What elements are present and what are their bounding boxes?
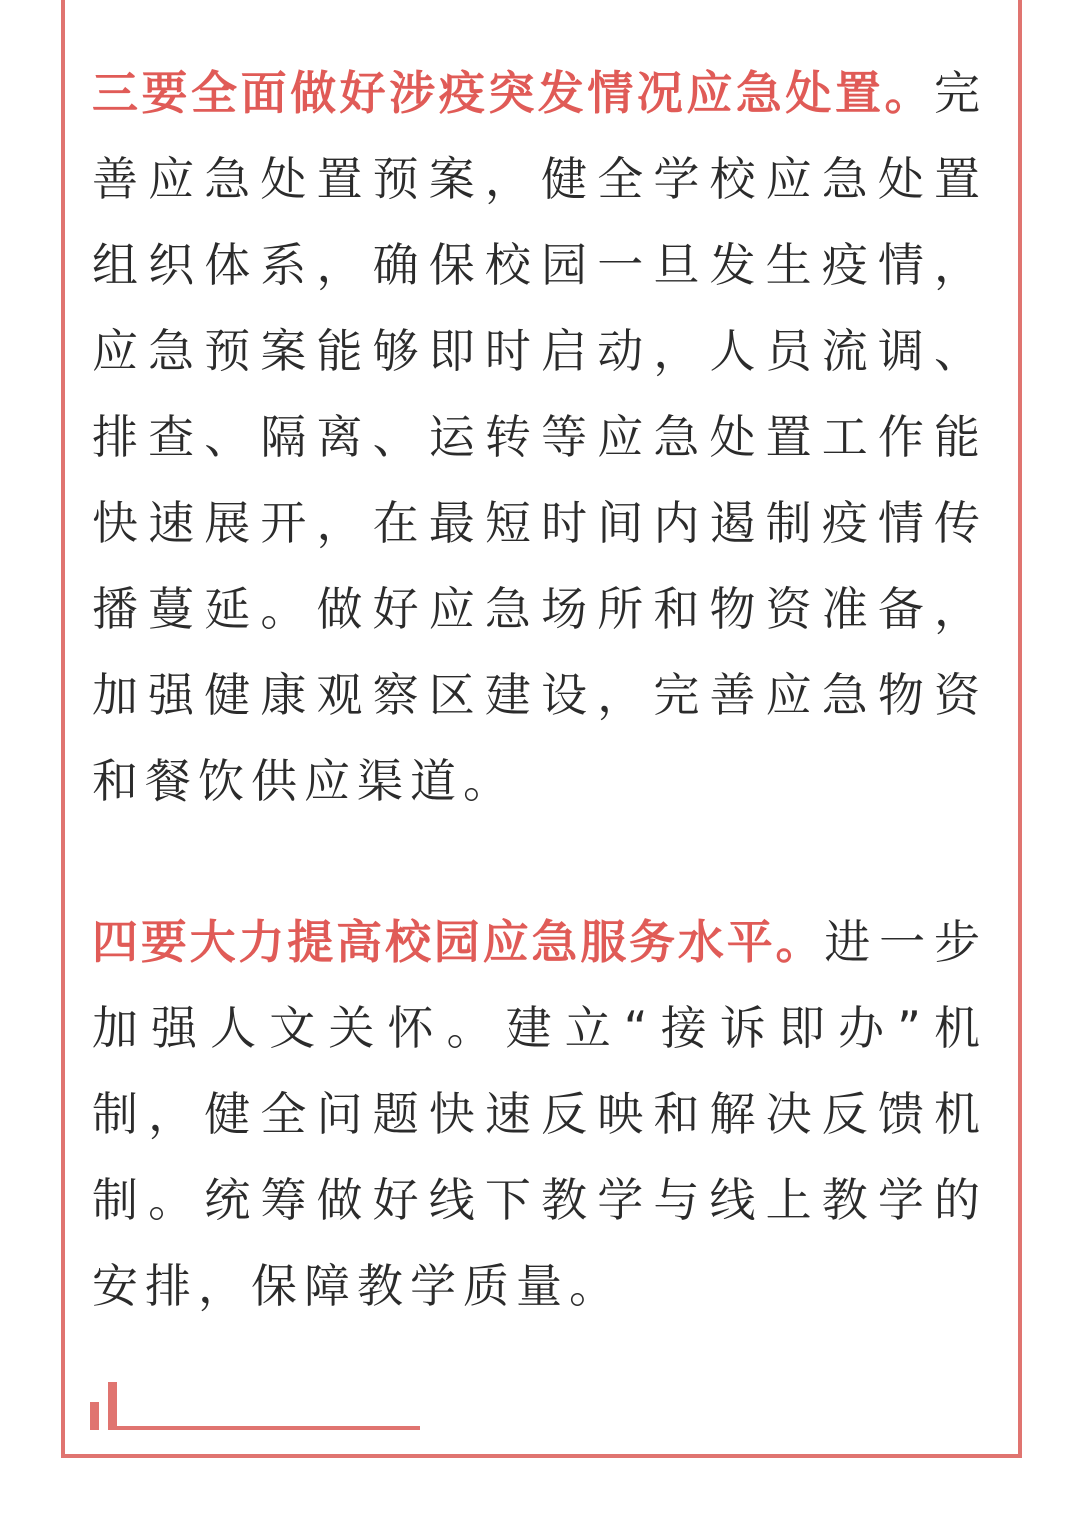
paragraph-service-level — [92, 899, 987, 1329]
paragraph-heading: 三要全面做好涉疫突发情况应急处置。 — [92, 66, 934, 120]
tall-bar — [108, 1382, 117, 1430]
paragraph-body: 完善应急处置预案，健全学校应急处置组织体系，确保校园一旦发生疫情，应急预案能够即时启动，人员流调、排查、隔离、运转等应急处置工作能快速展开，在最短时间内遏制疫情传播蔓延。做好应急场所和物资准备，加强健康观察区建设，完善应急物资和餐饮供应渠道。 — [92, 66, 987, 808]
underline-divider — [108, 1426, 420, 1430]
paragraph-emergency-response — [92, 50, 987, 824]
paragraph-body: 进一步加强人文关怀。建立“接诉即办”机制，健全问题快速反映和解决反馈机制。统筹做好线下教学与线上教学的安排，保障教学质量。 — [92, 915, 988, 1313]
article-content — [92, 50, 987, 1329]
decorative-bars-icon — [90, 1382, 420, 1432]
short-bar — [90, 1402, 99, 1430]
paragraph-heading: 四要大力提高校园应急服务水平。 — [92, 915, 825, 969]
